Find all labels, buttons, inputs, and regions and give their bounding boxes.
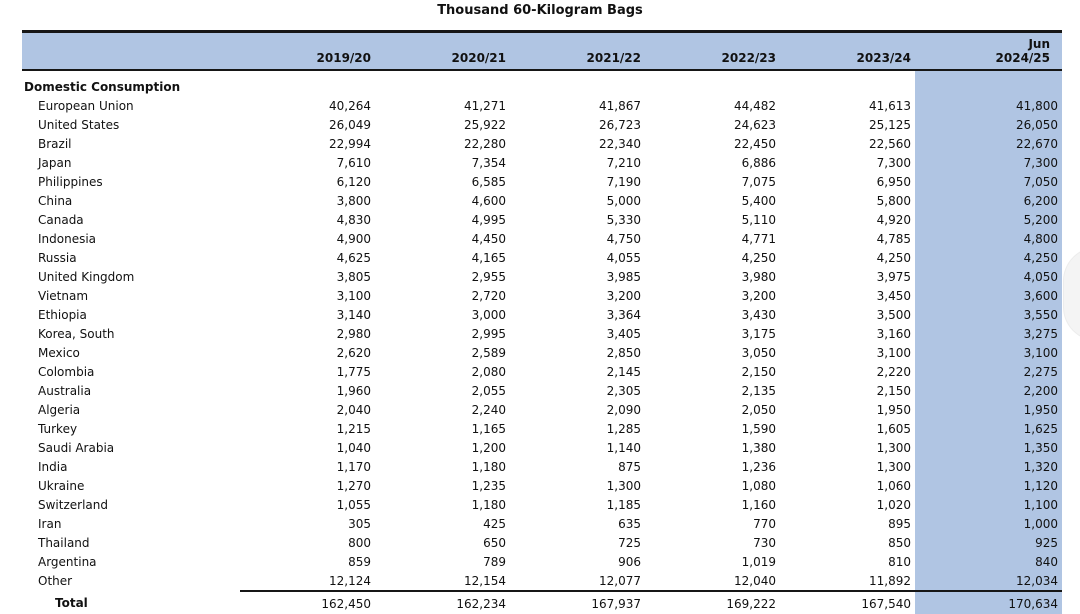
- row-value: 5,400: [741, 194, 776, 208]
- row-value: 7,050: [915, 173, 1062, 192]
- row-value: 3,175: [741, 327, 776, 341]
- row-value: 1,590: [741, 422, 776, 436]
- row-value: 730: [753, 536, 776, 550]
- table-row: [22, 401, 1062, 420]
- row-value: 2,995: [471, 327, 506, 341]
- row-label: Iran: [38, 517, 62, 531]
- row-value: 7,210: [606, 156, 641, 170]
- column-header-2023-24: 2023/24: [780, 32, 915, 70]
- total-row: [22, 591, 1062, 614]
- row-value: 859: [348, 555, 371, 569]
- highlight-cell: [915, 70, 1062, 97]
- row-value: 4,050: [915, 268, 1062, 287]
- row-value: 1,165: [471, 422, 506, 436]
- table-row: [22, 268, 1062, 287]
- row-value: 22,340: [599, 137, 641, 151]
- row-value: 3,364: [606, 308, 641, 322]
- row-value: 5,000: [606, 194, 641, 208]
- row-value: 7,300: [876, 156, 911, 170]
- section-title: Domestic Consumption: [24, 79, 181, 94]
- row-value: 3,275: [915, 325, 1062, 344]
- row-value: 4,055: [606, 251, 641, 265]
- table-row: [22, 173, 1062, 192]
- row-value: 3,100: [336, 289, 371, 303]
- table-row: [22, 515, 1062, 534]
- row-value: 3,985: [606, 270, 641, 284]
- row-value: 2,050: [741, 403, 776, 417]
- total-value: 170,634: [915, 591, 1062, 614]
- row-value: 1,040: [336, 441, 371, 455]
- row-value: 4,625: [336, 251, 371, 265]
- row-value: 4,900: [336, 232, 371, 246]
- row-label: United States: [38, 118, 120, 132]
- row-value: 1,235: [471, 479, 506, 493]
- row-label: Vietnam: [38, 289, 89, 303]
- column-header-year: 2024/25: [995, 50, 1050, 65]
- row-value: 41,800: [915, 97, 1062, 116]
- table-row: [22, 477, 1062, 496]
- row-value: 5,330: [606, 213, 641, 227]
- row-value: 41,613: [869, 99, 911, 113]
- row-value: 11,892: [780, 572, 915, 591]
- row-label: Philippines: [38, 175, 103, 189]
- row-value: 3,100: [876, 346, 911, 360]
- row-value: 2,080: [471, 365, 506, 379]
- row-value: 2,589: [471, 346, 506, 360]
- row-value: 1,605: [876, 422, 911, 436]
- scroll-widget: [1063, 247, 1080, 341]
- row-value: 25,922: [464, 118, 506, 132]
- row-value: 3,500: [876, 308, 911, 322]
- row-value: 1,180: [471, 460, 506, 474]
- row-value: 770: [753, 517, 776, 531]
- table-row: [22, 325, 1062, 344]
- header-row: [22, 32, 1062, 70]
- row-label: Canada: [38, 213, 84, 227]
- row-value: 1,060: [876, 479, 911, 493]
- row-value: 6,950: [876, 175, 911, 189]
- table-row: [22, 192, 1062, 211]
- row-label: Colombia: [38, 365, 95, 379]
- row-label: China: [38, 194, 73, 208]
- row-value: 24,623: [734, 118, 776, 132]
- row-value: 2,200: [915, 382, 1062, 401]
- row-label: Japan: [38, 156, 72, 170]
- row-value: 1,140: [606, 441, 641, 455]
- row-value: 3,430: [741, 308, 776, 322]
- row-value: 2,955: [471, 270, 506, 284]
- row-value: 1,960: [336, 384, 371, 398]
- table-row: [22, 534, 1062, 553]
- row-value: 2,850: [606, 346, 641, 360]
- table-row: [22, 211, 1062, 230]
- row-value: 1,236: [741, 460, 776, 474]
- row-value: 1,300: [606, 479, 641, 493]
- row-value: 3,160: [876, 327, 911, 341]
- total-value: 167,937: [591, 596, 641, 611]
- table-row: [22, 439, 1062, 458]
- row-value: 4,920: [876, 213, 911, 227]
- row-value: 2,040: [336, 403, 371, 417]
- row-value: 810: [888, 555, 911, 569]
- row-label: Mexico: [38, 346, 80, 360]
- row-value: 1,020: [876, 498, 911, 512]
- row-value: 22,670: [915, 135, 1062, 154]
- row-label: Switzerland: [38, 498, 108, 512]
- row-value: 4,785: [876, 232, 911, 246]
- row-value: 1,120: [915, 477, 1062, 496]
- row-label: Ukraine: [38, 479, 85, 493]
- row-value: 41,271: [464, 99, 506, 113]
- row-value: 840: [915, 553, 1062, 572]
- row-value: 2,720: [471, 289, 506, 303]
- row-value: 3,805: [336, 270, 371, 284]
- row-value: 2,135: [741, 384, 776, 398]
- row-value: 1,950: [876, 403, 911, 417]
- row-value: 12,077: [510, 572, 645, 591]
- table-row: [22, 553, 1062, 572]
- row-label: Russia: [38, 251, 77, 265]
- column-header-2021-22: 2021/22: [510, 32, 645, 70]
- row-value: 1,100: [915, 496, 1062, 515]
- row-value: 906: [618, 555, 641, 569]
- row-value: 5,800: [876, 194, 911, 208]
- row-value: 1,285: [606, 422, 641, 436]
- row-value: 4,830: [336, 213, 371, 227]
- row-value: 2,150: [876, 384, 911, 398]
- row-label: Algeria: [38, 403, 81, 417]
- total-value: 167,540: [861, 596, 911, 611]
- row-value: 2,620: [336, 346, 371, 360]
- column-header-month: Jun: [1028, 36, 1050, 51]
- row-value: 789: [483, 555, 506, 569]
- table-row: [22, 306, 1062, 325]
- page-title: Thousand 60-Kilogram Bags: [437, 3, 643, 18]
- row-value: 4,250: [915, 249, 1062, 268]
- row-value: 1,300: [876, 460, 911, 474]
- row-label: Argentina: [38, 555, 97, 569]
- row-value: 40,264: [329, 99, 371, 113]
- row-value: 635: [618, 517, 641, 531]
- row-value: 3,450: [876, 289, 911, 303]
- row-value: 26,050: [915, 116, 1062, 135]
- row-value: 2,220: [876, 365, 911, 379]
- row-value: 3,200: [606, 289, 641, 303]
- table-row: [22, 116, 1062, 135]
- row-value: 1,300: [876, 441, 911, 455]
- row-value: 4,995: [471, 213, 506, 227]
- row-value: 2,150: [741, 365, 776, 379]
- row-value: 4,600: [471, 194, 506, 208]
- row-value: 1,200: [471, 441, 506, 455]
- total-value: 162,450: [321, 596, 371, 611]
- row-label: Brazil: [38, 137, 72, 151]
- row-value: 12,040: [645, 572, 780, 591]
- table-row: [22, 230, 1062, 249]
- row-value: 6,200: [915, 192, 1062, 211]
- row-value: 41,867: [599, 99, 641, 113]
- row-value: 1,350: [915, 439, 1062, 458]
- row-value: 1,270: [336, 479, 371, 493]
- row-value: 5,200: [915, 211, 1062, 230]
- row-value: 850: [888, 536, 911, 550]
- consumption-table: [22, 30, 1062, 614]
- row-label: Turkey: [38, 422, 78, 436]
- row-value: 7,075: [741, 175, 776, 189]
- row-value: 4,800: [915, 230, 1062, 249]
- row-value: 4,250: [876, 251, 911, 265]
- row-value: 650: [483, 536, 506, 550]
- section-row: [22, 70, 1062, 97]
- row-value: 3,405: [606, 327, 641, 341]
- row-value: 2,980: [336, 327, 371, 341]
- table-row: [22, 382, 1062, 401]
- table-row: [22, 249, 1062, 268]
- row-value: 26,723: [599, 118, 641, 132]
- row-value: 1,170: [336, 460, 371, 474]
- table-row: [22, 344, 1062, 363]
- row-value: 22,560: [869, 137, 911, 151]
- column-header-2020-21: 2020/21: [375, 32, 510, 70]
- table-row: [22, 458, 1062, 477]
- table-row: [22, 154, 1062, 173]
- row-value: 12,154: [375, 572, 510, 591]
- row-value: 6,585: [471, 175, 506, 189]
- row-label: Indonesia: [38, 232, 97, 246]
- row-value: 2,305: [606, 384, 641, 398]
- header-label-spacer: [22, 32, 240, 70]
- row-value: 1,000: [915, 515, 1062, 534]
- row-value: 5,110: [741, 213, 776, 227]
- row-value: 3,550: [915, 306, 1062, 325]
- column-header-2022-23: 2022/23: [645, 32, 780, 70]
- row-value: 26,049: [329, 118, 371, 132]
- row-value: 7,190: [606, 175, 641, 189]
- row-value: 44,482: [734, 99, 776, 113]
- row-value: 2,055: [471, 384, 506, 398]
- row-value: 1,625: [915, 420, 1062, 439]
- row-value: 305: [348, 517, 371, 531]
- row-value: 3,980: [741, 270, 776, 284]
- row-label: Korea, South: [38, 327, 115, 341]
- table-row: [22, 363, 1062, 382]
- row-label: India: [38, 460, 68, 474]
- row-value: 3,200: [741, 289, 776, 303]
- row-value: 4,450: [471, 232, 506, 246]
- row-value: 1,180: [471, 498, 506, 512]
- row-value: 1,380: [741, 441, 776, 455]
- row-value: 1,160: [741, 498, 776, 512]
- table-row: [22, 287, 1062, 306]
- row-label: United Kingdom: [38, 270, 135, 284]
- table-row: [22, 496, 1062, 515]
- row-value: 895: [888, 517, 911, 531]
- row-value: 4,750: [606, 232, 641, 246]
- total-value: 169,222: [726, 596, 776, 611]
- row-label: Thailand: [38, 536, 90, 550]
- row-value: 3,000: [471, 308, 506, 322]
- row-value: 925: [915, 534, 1062, 553]
- row-value: 875: [618, 460, 641, 474]
- row-value: 1,320: [915, 458, 1062, 477]
- row-label: Ethiopia: [38, 308, 87, 322]
- row-value: 6,886: [741, 156, 776, 170]
- row-value: 3,050: [741, 346, 776, 360]
- table-row: [22, 420, 1062, 439]
- row-value: 1,055: [336, 498, 371, 512]
- row-value: 25,125: [869, 118, 911, 132]
- row-value: 425: [483, 517, 506, 531]
- row-value: 22,994: [329, 137, 371, 151]
- row-value: 3,140: [336, 308, 371, 322]
- row-value: 2,090: [606, 403, 641, 417]
- row-value: 3,600: [915, 287, 1062, 306]
- table-row: [22, 572, 1062, 591]
- row-value: 1,775: [336, 365, 371, 379]
- table-row: [22, 135, 1062, 154]
- row-value: 22,450: [734, 137, 776, 151]
- row-value: 800: [348, 536, 371, 550]
- row-label: Saudi Arabia: [38, 441, 115, 455]
- row-value: 12,034: [915, 572, 1062, 591]
- row-value: 1,080: [741, 479, 776, 493]
- row-value: 4,165: [471, 251, 506, 265]
- row-value: 2,240: [471, 403, 506, 417]
- row-label: Other: [38, 574, 73, 588]
- row-value: 2,275: [915, 363, 1062, 382]
- row-value: 22,280: [464, 137, 506, 151]
- row-value: 4,771: [741, 232, 776, 246]
- total-label: Total: [55, 596, 88, 610]
- row-value: 3,800: [336, 194, 371, 208]
- row-value: 7,354: [471, 156, 506, 170]
- row-value: 1,950: [915, 401, 1062, 420]
- row-value: 725: [618, 536, 641, 550]
- column-header-2019-20: 2019/20: [240, 32, 375, 70]
- row-value: 4,250: [741, 251, 776, 265]
- row-value: 1,019: [741, 555, 776, 569]
- table-row: [22, 97, 1062, 116]
- row-value: 1,215: [336, 422, 371, 436]
- column-header-jun-2024-25: [915, 32, 1062, 70]
- row-value: 3,975: [876, 270, 911, 284]
- row-value: 3,100: [915, 344, 1062, 363]
- row-value: 2,145: [606, 365, 641, 379]
- row-label: European Union: [38, 99, 134, 113]
- row-value: 7,610: [336, 156, 371, 170]
- row-value: 12,124: [240, 572, 375, 591]
- row-value: 1,185: [606, 498, 641, 512]
- row-value: 6,120: [336, 175, 371, 189]
- total-value: 162,234: [456, 596, 506, 611]
- row-value: 7,300: [915, 154, 1062, 173]
- row-label: Australia: [38, 384, 92, 398]
